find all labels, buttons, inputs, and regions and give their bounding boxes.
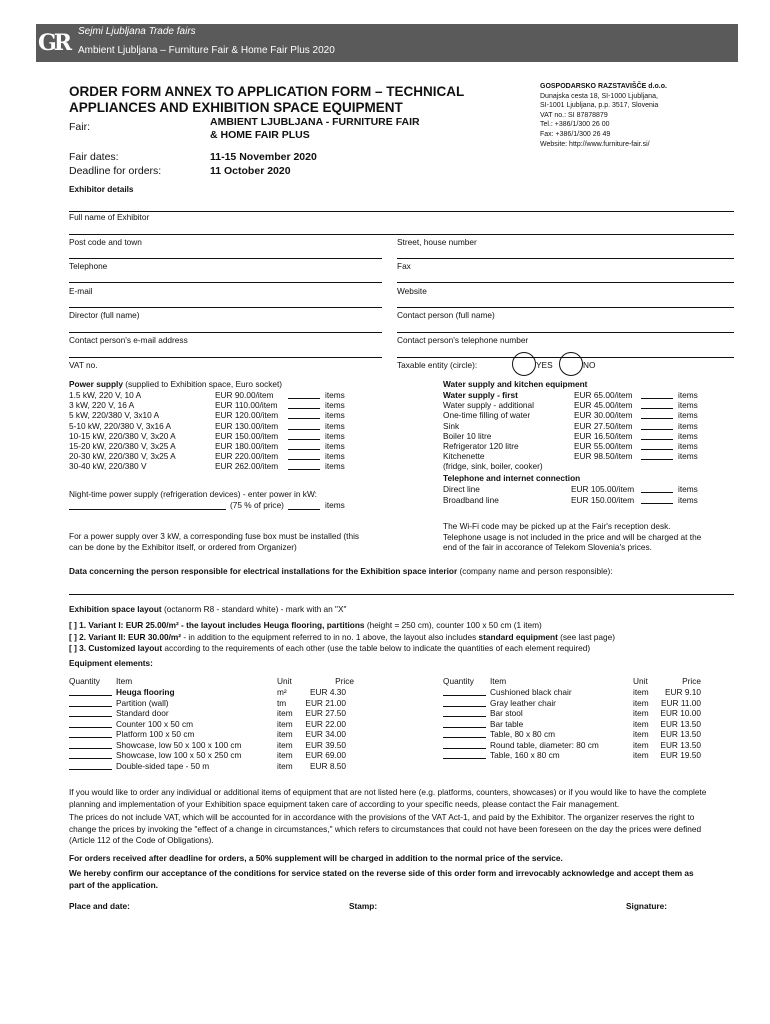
quantity-field[interactable] bbox=[69, 740, 112, 749]
col-item: Item bbox=[490, 676, 507, 686]
contact-field[interactable] bbox=[397, 332, 734, 333]
element-unit: item bbox=[633, 718, 649, 729]
fair-value-line: & HOME FAIR PLUS bbox=[210, 129, 310, 141]
quantity-field[interactable] bbox=[443, 687, 486, 696]
quantity-field[interactable] bbox=[641, 400, 673, 409]
element-unit: m² bbox=[277, 687, 287, 697]
power-item-price: EUR 220.00/item bbox=[215, 451, 279, 462]
element-price: EUR 27.50 bbox=[305, 708, 346, 718]
water-item-name: Boiler 10 litre bbox=[443, 430, 492, 441]
table-row bbox=[69, 761, 354, 772]
element-price: EUR 4.30 bbox=[310, 687, 346, 697]
element-unit: item bbox=[633, 708, 649, 718]
unit-label: items bbox=[325, 461, 345, 472]
quantity-field[interactable] bbox=[443, 698, 486, 707]
variant-3-bold: [ ] 3. Customized layout bbox=[69, 643, 163, 653]
telephone-heading: Telephone and internet connection bbox=[443, 473, 581, 483]
electrical-label-bold: Data concerning the person responsible for electrical installations for the Exhibition space interior bbox=[69, 566, 458, 576]
elements-table-left bbox=[69, 676, 354, 771]
unit-label: items bbox=[678, 451, 698, 462]
power-item-name: 20-30 kW, 220/380 V, 3x25 A bbox=[69, 451, 176, 462]
quantity-field[interactable] bbox=[288, 500, 320, 510]
note-late-orders: For orders received after deadline for orders, a 50% supplement will be charged in addition to the normal price of the service. bbox=[69, 853, 563, 863]
quantity-field[interactable] bbox=[288, 451, 320, 460]
post-code-label: Post code and town bbox=[69, 237, 142, 247]
quantity-field[interactable] bbox=[641, 441, 673, 450]
element-unit: tm bbox=[277, 697, 287, 708]
water-item-price: EUR 55.00/item bbox=[574, 440, 633, 451]
water-row bbox=[443, 451, 733, 461]
header-fair-name: Ambient Ljubljana – Furniture Fair & Home Fair Plus 2020 bbox=[78, 45, 335, 56]
logo: GR bbox=[38, 30, 70, 56]
element-item: Cushioned black chair bbox=[490, 687, 572, 697]
power-heading bbox=[69, 379, 282, 389]
quantity-field[interactable] bbox=[69, 719, 112, 728]
no-label: NO bbox=[583, 360, 596, 370]
quantity-field[interactable] bbox=[69, 687, 112, 696]
power-item-price: EUR 150.00/item bbox=[215, 430, 279, 441]
email-field[interactable] bbox=[69, 307, 382, 308]
power-row bbox=[69, 421, 369, 431]
contact-email-label: Contact person's e-mail address bbox=[69, 335, 188, 345]
water-row bbox=[443, 390, 733, 400]
power-item-name: 15-20 kW, 220/380 V, 3x25 A bbox=[69, 440, 176, 451]
col-item: Item bbox=[116, 676, 133, 686]
table-row bbox=[69, 708, 354, 719]
power-heading-note: (supplied to Exhibition space, Euro socket) bbox=[122, 379, 283, 389]
note-prices: The prices do not include VAT, which will be accounted for in accordance with the provisions of the VAT Act-1, and paid by the Exhibitor. The organizer reserves the right to change the prices by invoking the "effect of a change in circumstances," which refers to circumstances that could not have been foreseen on the day the prices were defined (Article 112 of the Code of Obligations). bbox=[69, 812, 702, 845]
power-item-price: EUR 262.00/item bbox=[215, 461, 279, 472]
element-price: EUR 21.00 bbox=[305, 697, 346, 708]
deadline-value: 11 October 2020 bbox=[210, 165, 291, 177]
power-row bbox=[69, 400, 369, 410]
note-additional-items: If you would like to order any individual or additional items of equipment that are not listed here (e.g. platforms, counters, showcases) or if you would like to have the complete planning and implementation of your Exhibition space equipment taken care of according to your specific needs, please contact the Fair management. bbox=[69, 787, 707, 809]
water-item-price: EUR 16.50/item bbox=[574, 430, 633, 441]
quantity-field[interactable] bbox=[288, 431, 320, 440]
unit-label: items bbox=[325, 400, 345, 411]
night-power-label: Night-time power supply (refrigeration devices) - enter power in kW: bbox=[69, 489, 317, 499]
power-item-name: 10-15 kW, 220/380 V, 3x20 A bbox=[69, 430, 176, 441]
water-row bbox=[443, 410, 733, 420]
quantity-field[interactable] bbox=[69, 761, 112, 770]
quantity-field[interactable] bbox=[69, 750, 112, 759]
telephone-list bbox=[443, 484, 733, 506]
deadline-label: Deadline for orders: bbox=[69, 165, 162, 177]
water-item-price: EUR 65.00/item bbox=[574, 390, 633, 400]
full-name-label: Full name of Exhibitor bbox=[69, 212, 150, 222]
fair-label: Fair: bbox=[69, 121, 90, 133]
director-field[interactable] bbox=[69, 332, 382, 333]
power-list bbox=[69, 390, 369, 472]
unit-label: items bbox=[325, 451, 345, 462]
table-row bbox=[69, 698, 354, 709]
unit-label: items bbox=[325, 390, 345, 400]
element-price: EUR 13.50 bbox=[660, 729, 701, 739]
variant-2-note: (see last page) bbox=[557, 632, 616, 642]
power-item-name: 5-10 kW, 220/380 V, 3x16 A bbox=[69, 420, 172, 431]
electrical-label bbox=[69, 566, 613, 576]
variant-2-option[interactable] bbox=[69, 632, 615, 642]
element-price: EUR 13.50 bbox=[660, 718, 701, 729]
website-field[interactable] bbox=[397, 307, 734, 308]
header-organizer: Sejmi Ljubljana Trade fairs bbox=[78, 26, 196, 37]
table-row bbox=[443, 719, 701, 730]
element-price: EUR 34.00 bbox=[305, 729, 346, 739]
power-row bbox=[69, 410, 369, 420]
email-label: E-mail bbox=[69, 286, 93, 296]
note-confirmation bbox=[69, 868, 709, 891]
element-item: Table, 80 x 80 cm bbox=[490, 729, 556, 739]
quantity-field[interactable] bbox=[288, 390, 320, 399]
telephone-item-name: Direct line bbox=[443, 484, 480, 494]
kitchen-note: (fridge, sink, boiler, cooker) bbox=[443, 461, 543, 472]
elements-table-right bbox=[443, 676, 701, 761]
fair-dates-value: 11-15 November 2020 bbox=[210, 151, 317, 163]
company-line: SI-1001 Ljubljana, p.p. 3517, Slovenia bbox=[540, 102, 659, 110]
col-unit: Unit bbox=[633, 676, 648, 686]
quantity-field[interactable] bbox=[288, 441, 320, 450]
water-row bbox=[443, 441, 733, 451]
layout-heading bbox=[69, 604, 346, 614]
quantity-field[interactable] bbox=[641, 421, 673, 430]
telephone-item-name: Broadband line bbox=[443, 494, 499, 505]
power-item-price: EUR 130.00/item bbox=[215, 420, 279, 431]
water-item-name: One-time filling of water bbox=[443, 410, 531, 421]
col-quantity: Quantity bbox=[69, 676, 100, 686]
unit-label: items bbox=[678, 410, 698, 421]
telephone-item-price: EUR 150.00/item bbox=[571, 494, 635, 505]
element-item: Heuga flooring bbox=[116, 687, 175, 697]
element-price: EUR 11.00 bbox=[661, 697, 701, 708]
quantity-field[interactable] bbox=[443, 729, 486, 738]
contact-label: Contact person (full name) bbox=[397, 310, 495, 320]
fax-field[interactable] bbox=[397, 282, 734, 283]
unit-label: items bbox=[678, 390, 698, 400]
table-row bbox=[443, 698, 701, 709]
col-price: Price bbox=[335, 676, 354, 686]
water-item-name: Refrigerator 120 litre bbox=[443, 440, 519, 451]
power-item-price: EUR 120.00/item bbox=[215, 410, 279, 421]
variant-3-text: according to the requirements of each other bbox=[162, 643, 328, 653]
unit-label: items bbox=[325, 410, 345, 421]
unit-label: items bbox=[678, 420, 698, 431]
col-quantity: Quantity bbox=[443, 676, 474, 686]
unit-label: items bbox=[678, 440, 698, 451]
website-label: Website bbox=[397, 286, 427, 296]
element-unit: item bbox=[277, 760, 293, 771]
element-item: Platform 100 x 50 cm bbox=[116, 729, 195, 739]
variant-1-option[interactable] bbox=[69, 620, 542, 630]
yes-label: YES bbox=[536, 360, 553, 370]
unit-label: items bbox=[678, 484, 698, 494]
company-line: Tel.: +386/1/300 26 00 bbox=[540, 121, 610, 129]
water-item-name: Water supply - additional bbox=[443, 400, 535, 411]
element-unit: item bbox=[277, 718, 293, 729]
element-unit: item bbox=[277, 729, 293, 739]
table-row bbox=[443, 687, 701, 698]
table-row bbox=[69, 687, 354, 698]
water-item-price: EUR 27.50/item bbox=[574, 420, 633, 431]
telephone-row bbox=[443, 484, 733, 495]
element-unit: item bbox=[277, 750, 293, 760]
full-name-field[interactable] bbox=[69, 234, 734, 235]
element-unit: item bbox=[277, 739, 293, 750]
element-item: Standard door bbox=[116, 708, 169, 718]
quantity-field[interactable] bbox=[443, 750, 486, 759]
element-price: EUR 9.10 bbox=[665, 687, 701, 697]
quantity-field[interactable] bbox=[443, 719, 486, 728]
variant-1-bold: [ ] 1. Variant I: EUR 25.00/m² - the layout includes Heuga flooring, partitions bbox=[69, 620, 365, 630]
element-unit: item bbox=[633, 739, 649, 750]
unit-label: items bbox=[678, 400, 698, 411]
quantity-field[interactable] bbox=[288, 461, 320, 470]
yes-option-circle[interactable] bbox=[512, 352, 536, 376]
table-row bbox=[443, 729, 701, 740]
power-item-price: EUR 110.00/item bbox=[215, 400, 278, 411]
water-row bbox=[443, 421, 733, 431]
element-price: EUR 8.50 bbox=[310, 760, 346, 771]
water-row bbox=[443, 400, 733, 410]
night-power-field[interactable] bbox=[69, 500, 226, 510]
quantity-field[interactable] bbox=[641, 431, 673, 440]
power-row bbox=[69, 451, 369, 461]
power-item-name: 30-40 kW, 220/380 V bbox=[69, 461, 147, 472]
electrical-label-note: (company name and person responsible): bbox=[457, 566, 613, 576]
power-item-name: 3 kW, 220 V, 16 A bbox=[69, 400, 135, 411]
table-header bbox=[443, 676, 701, 687]
quantity-field[interactable] bbox=[288, 421, 320, 430]
street-field[interactable] bbox=[397, 258, 734, 259]
water-item-name: Water supply - first bbox=[443, 390, 518, 400]
post-code-field[interactable] bbox=[69, 258, 382, 259]
water-item-price: EUR 30.00/item bbox=[574, 410, 633, 421]
element-item: Table, 160 x 80 cm bbox=[490, 750, 560, 760]
power-item-price: EUR 180.00/item bbox=[215, 440, 279, 451]
telephone-note: The Wi-Fi code may be picked up at the Fair's reception desk. Telephone usage is not included in the price and will be charged at the end of the fair in accorance of Telekom Slovenia's prices. bbox=[443, 521, 702, 552]
quantity-field[interactable] bbox=[69, 708, 112, 717]
element-item: Showcase, low 50 x 100 x 100 cm bbox=[116, 739, 242, 750]
table-row bbox=[443, 740, 701, 751]
street-label: Street, house number bbox=[397, 237, 477, 247]
unit-label: items bbox=[678, 430, 698, 441]
layout-heading-note: (octanorm R8 - standard white) - mark with an "X" bbox=[161, 604, 347, 614]
water-item-price: EUR 45.00/item bbox=[574, 400, 633, 411]
element-price: EUR 10.00 bbox=[660, 708, 701, 718]
water-heading: Water supply and kitchen equipment bbox=[443, 379, 588, 389]
table-row bbox=[69, 729, 354, 740]
element-unit: item bbox=[277, 708, 293, 718]
element-price: EUR 69.00 bbox=[305, 750, 346, 760]
page-title: ORDER FORM ANNEX TO APPLICATION FORM – TECHNICAL APPLIANCES AND EXHIBITION SPACE EQUIPMENT bbox=[69, 84, 465, 115]
variant-3-option[interactable] bbox=[69, 643, 590, 653]
table-row bbox=[443, 750, 701, 761]
element-price: EUR 13.50 bbox=[660, 739, 701, 750]
table-header bbox=[69, 676, 354, 687]
element-unit: item bbox=[633, 729, 649, 739]
unit-label: items bbox=[325, 430, 345, 441]
variant-2-bold2: standard equipment bbox=[478, 632, 558, 642]
quantity-field[interactable] bbox=[641, 410, 673, 419]
company-line: Fax: +386/1/300 26 49 bbox=[540, 130, 611, 138]
quantity-field[interactable] bbox=[443, 708, 486, 717]
unit-label: items bbox=[325, 500, 345, 510]
water-row bbox=[443, 431, 733, 441]
power-note: For a power supply over 3 kW, a corresponding fuse box must be installed (this can be done by the Exhibitor itself, or ordered from Organizer) bbox=[69, 531, 360, 552]
variant-1-note: (height = 250 cm), counter 100 x 50 cm (1 item) bbox=[364, 620, 542, 630]
element-item: Counter 100 x 50 cm bbox=[116, 718, 194, 729]
no-option-circle[interactable] bbox=[559, 352, 583, 376]
signature-label: Signature: bbox=[626, 901, 668, 911]
variant-2-bold: [ ] 2. Variant II: EUR 30.00/m² bbox=[69, 632, 182, 642]
element-price: EUR 39.50 bbox=[305, 739, 346, 750]
variant-2-text: - in addition to the equipment referred to in no. 1 above, the layout also includes bbox=[181, 632, 479, 642]
power-row bbox=[69, 431, 369, 441]
power-item-price: EUR 90.00/item bbox=[215, 390, 274, 400]
variant-3-note: (use the table below to indicate the quantities of each element required) bbox=[327, 643, 591, 653]
element-item: Double-sided tape - 50 m bbox=[116, 760, 210, 771]
element-item: Gray leather chair bbox=[490, 697, 556, 708]
table-row bbox=[69, 719, 354, 730]
company-info bbox=[540, 82, 667, 149]
water-item-price: EUR 98.50/item bbox=[574, 451, 633, 462]
company-line: Dunajska cesta 18, SI-1000 Ljubljana, bbox=[540, 92, 658, 100]
telephone-item-price: EUR 105.00/item bbox=[571, 484, 635, 494]
unit-label: items bbox=[678, 494, 698, 505]
note-confirmation-text: We hereby confirm our acceptance of the conditions for service stated on the reverse side of this order form and irrevocably acknowledge and accept them as part of the application. bbox=[69, 868, 694, 890]
power-item-name: 5 kW, 220/380 V, 3x10 A bbox=[69, 410, 160, 421]
power-heading-bold: Power supply bbox=[69, 379, 123, 389]
element-unit: item bbox=[633, 687, 649, 697]
divider bbox=[69, 211, 734, 212]
element-item: Partition (wall) bbox=[116, 697, 169, 708]
unit-label: items bbox=[325, 420, 345, 431]
telephone-label: Telephone bbox=[69, 261, 108, 271]
quantity-field[interactable] bbox=[641, 390, 673, 399]
electrical-field[interactable] bbox=[69, 594, 734, 595]
element-item: Showcase, low 100 x 50 x 250 cm bbox=[116, 750, 242, 760]
telephone-row bbox=[443, 495, 733, 506]
exhibitor-heading: Exhibitor details bbox=[69, 184, 134, 194]
power-row bbox=[69, 390, 369, 400]
layout-heading-bold: Exhibition space layout bbox=[69, 604, 162, 614]
taxable-label: Taxable entity (circle): bbox=[397, 360, 478, 370]
vat-label: VAT no. bbox=[69, 360, 98, 370]
company-name: GOSPODARSKO RAZSTAVIŠČE d.o.o. bbox=[540, 83, 667, 90]
elements-heading: Equipment elements: bbox=[69, 658, 153, 668]
water-item-name: Sink bbox=[443, 420, 460, 431]
power-item-name: 1.5 kW, 220 V, 10 A bbox=[69, 390, 142, 400]
quantity-field[interactable] bbox=[288, 400, 320, 409]
director-label: Director (full name) bbox=[69, 310, 140, 320]
company-line: Website: http://www.furniture-fair.si/ bbox=[540, 140, 650, 148]
element-price: EUR 19.50 bbox=[660, 750, 701, 760]
power-row bbox=[69, 441, 369, 451]
telephone-field[interactable] bbox=[69, 282, 382, 283]
table-row bbox=[69, 740, 354, 751]
element-price: EUR 22.00 bbox=[305, 718, 346, 729]
quantity-field[interactable] bbox=[69, 698, 112, 707]
element-item: Round table, diameter: 80 cm bbox=[490, 739, 599, 750]
contact-email-field[interactable] bbox=[69, 357, 382, 358]
company-line: VAT no.: SI 87878879 bbox=[540, 111, 608, 119]
fair-value bbox=[210, 116, 420, 142]
quantity-field[interactable] bbox=[69, 729, 112, 738]
contact-phone-label: Contact person's telephone number bbox=[397, 335, 529, 345]
stamp-label: Stamp: bbox=[349, 901, 378, 911]
table-row bbox=[69, 750, 354, 761]
night-power-price: (75 % of price) bbox=[230, 500, 284, 510]
fax-label: Fax bbox=[397, 261, 411, 271]
night-power-row bbox=[69, 500, 369, 511]
fair-value-line: AMBIENT LJUBLJANA - FURNITURE FAIR bbox=[210, 116, 420, 128]
quantity-field[interactable] bbox=[641, 495, 673, 504]
quantity-field[interactable] bbox=[443, 740, 486, 749]
table-row bbox=[443, 708, 701, 719]
quantity-field[interactable] bbox=[641, 451, 673, 460]
col-unit: Unit bbox=[277, 676, 292, 686]
element-item: Bar table bbox=[490, 718, 524, 729]
quantity-field[interactable] bbox=[288, 410, 320, 419]
col-price: Price bbox=[682, 676, 701, 686]
power-row bbox=[69, 461, 369, 471]
place-date-label: Place and date: bbox=[69, 901, 130, 911]
element-unit: item bbox=[633, 697, 649, 708]
element-item: Bar stool bbox=[490, 708, 523, 718]
water-list bbox=[443, 390, 733, 472]
unit-label: items bbox=[325, 440, 345, 451]
element-unit: item bbox=[633, 750, 649, 760]
fair-dates-label: Fair dates: bbox=[69, 151, 119, 163]
water-item-name: Kitchenette bbox=[443, 451, 485, 462]
quantity-field[interactable] bbox=[641, 484, 673, 493]
